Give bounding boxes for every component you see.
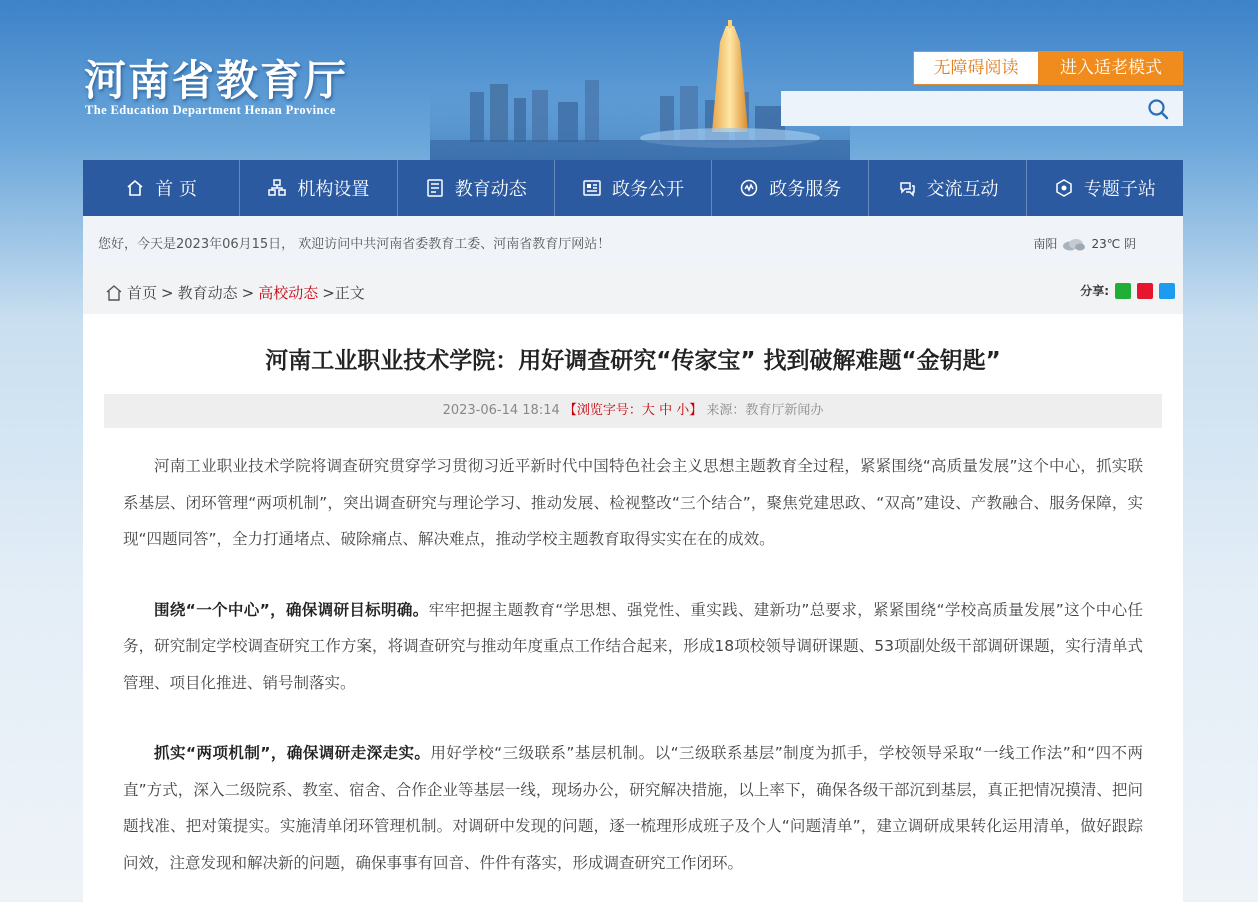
breadcrumb-current: >正文 (322, 284, 365, 302)
home-icon (125, 178, 145, 198)
breadcrumb-separator: > (241, 283, 255, 302)
home-icon (105, 284, 123, 302)
article-title: 河南工业职业技术学院：用好调查研究“传家宝” 找到破解难题“金钥匙” (265, 348, 1001, 374)
gov-icon (582, 178, 602, 198)
article-datetime: 2023-06-14 18:14 (442, 403, 560, 418)
weather-widget (1033, 235, 1136, 252)
article-meta (104, 394, 1162, 428)
paragraph-text: 牢牢把握主题教育“学思想、强党性、重实践、建新功”总要求，紧紧围绕“学校高质量发展”这个中心任务，研究制定学校调查研究工作方案，将调查研究与推动年度重点工作结合起来，形成18项校领导调研课题、53项副处级干部调研课题，实行清单式管理、项目化推进、销号制落实。 (123, 600, 1143, 692)
article-source: 来源：教育厅新闻办 (706, 403, 824, 418)
nav-item-government-affairs[interactable] (555, 160, 712, 216)
breadcrumb-education-news-link[interactable]: 教育动态 (177, 284, 238, 302)
article-paragraph (123, 592, 1143, 702)
search-box (781, 91, 1183, 126)
city-skyline-banner (430, 20, 850, 160)
org-icon (267, 178, 287, 198)
site-logo-title[interactable]: 河南省教育厅 (84, 56, 349, 105)
main-nav (83, 160, 1183, 216)
breadcrumb-home-link[interactable]: 首页 (127, 284, 158, 302)
service-icon (739, 178, 759, 198)
paragraph-text: 用好学校“三级联系”基层机制。以“三级联系基层”制度为抓手，学校领导采取“一线工作法”和“四不两直”方式，深入二级院系、教室、宿舍、合作企业等基层一线，现场办公，研究解决措施，以上率下，确保各级干部沉到基层，真正把情况摸清、把问题找准、把对策提实。实施清单闭环管理机制。对调研中发现的问题，逐一梳理形成班子及个人“问题清单”，建立调研成果转化运用清单，做好跟踪问效，注意发现和解决新的问题，确保事事有回音、件件有落实，形成调查研究工作闭环。 (123, 744, 1143, 872)
elder-mode-button[interactable]: 进入适老模式 (1039, 51, 1183, 85)
qq-share-icon[interactable] (1159, 283, 1175, 299)
nav-item-label: 机构设置 (297, 179, 370, 200)
paragraph-heading: 抓实“两项机制”，确保调研走深走实。 (154, 744, 431, 762)
accessibility-reading-button[interactable]: 无障碍阅读 (913, 51, 1039, 85)
nav-item-interaction[interactable] (869, 160, 1026, 216)
welcome-message: 您好，今天是2023年06月15日， 欢迎访问中共河南省委教育工委、河南省教育厅网站！ (98, 237, 611, 252)
nav-item-label: 政务公开 (611, 179, 684, 200)
cloudy-icon (1061, 237, 1087, 251)
article-paragraph (123, 735, 1143, 881)
font-size-large-button[interactable]: 大 (641, 403, 655, 418)
breadcrumb-bar (83, 268, 1183, 314)
weather-condition: 23℃ 阴 (1091, 237, 1136, 251)
article-body (123, 448, 1143, 902)
site-header (0, 0, 1258, 160)
font-size-medium-button[interactable]: 中 (659, 403, 673, 418)
interaction-icon (897, 178, 917, 198)
paragraph-heading: 围绕“一个中心”，确保调研目标明确。 (154, 600, 429, 619)
site-logo-subtitle: The Education Department Henan Province (85, 103, 336, 117)
font-size-switcher (564, 403, 702, 418)
nav-item-government-services[interactable] (712, 160, 869, 216)
nav-item-label: 首 页 (155, 179, 197, 200)
nav-item-organization[interactable] (240, 160, 397, 216)
nav-item-label: 交流互动 (926, 179, 999, 200)
breadcrumb (105, 282, 365, 303)
font-size-small-button[interactable]: 小 (676, 403, 690, 418)
nav-item-label: 教育动态 (454, 179, 527, 200)
font-size-label-close: 】 (689, 403, 703, 418)
search-input[interactable] (781, 91, 1141, 126)
nav-item-education-news[interactable] (398, 160, 555, 216)
font-size-label: 【浏览字号： (563, 403, 642, 418)
article-paragraph: 河南工业职业技术学院将调查研究贯穿学习贯彻习近平新时代中国特色社会主义思想主题教育全过程，紧紧围绕“高质量发展”这个中心，抓实联系基层、闭环管理“两项机制”，突出调查研究与理论学习、推动发展、检视整改“三个结合”，聚焦党建思政、“双高”建设、产教融合、服务保障，实现“四题同答”，全力打通堵点、破除痛点、解决难点，推动学校主题教育取得实实在在的成效。 (123, 457, 1143, 548)
breadcrumb-separator: > (161, 283, 174, 302)
nav-item-label: 专题子站 (1083, 179, 1156, 200)
weather-city: 南阳 (1033, 237, 1058, 251)
welcome-bar (83, 216, 1183, 268)
search-icon[interactable] (1147, 98, 1169, 120)
article-container (83, 268, 1183, 902)
topic-icon (1054, 178, 1074, 198)
news-icon (425, 178, 445, 198)
wechat-share-icon[interactable] (1115, 283, 1131, 299)
nav-item-home[interactable] (83, 160, 240, 216)
share-bar (1080, 282, 1175, 299)
weibo-share-icon[interactable] (1137, 283, 1153, 299)
nav-item-label: 政务服务 (769, 179, 842, 200)
breadcrumb-university-news-link[interactable]: 高校动态 (258, 284, 319, 302)
nav-item-topic-sites[interactable] (1027, 160, 1183, 216)
share-label: 分享: (1080, 284, 1109, 298)
